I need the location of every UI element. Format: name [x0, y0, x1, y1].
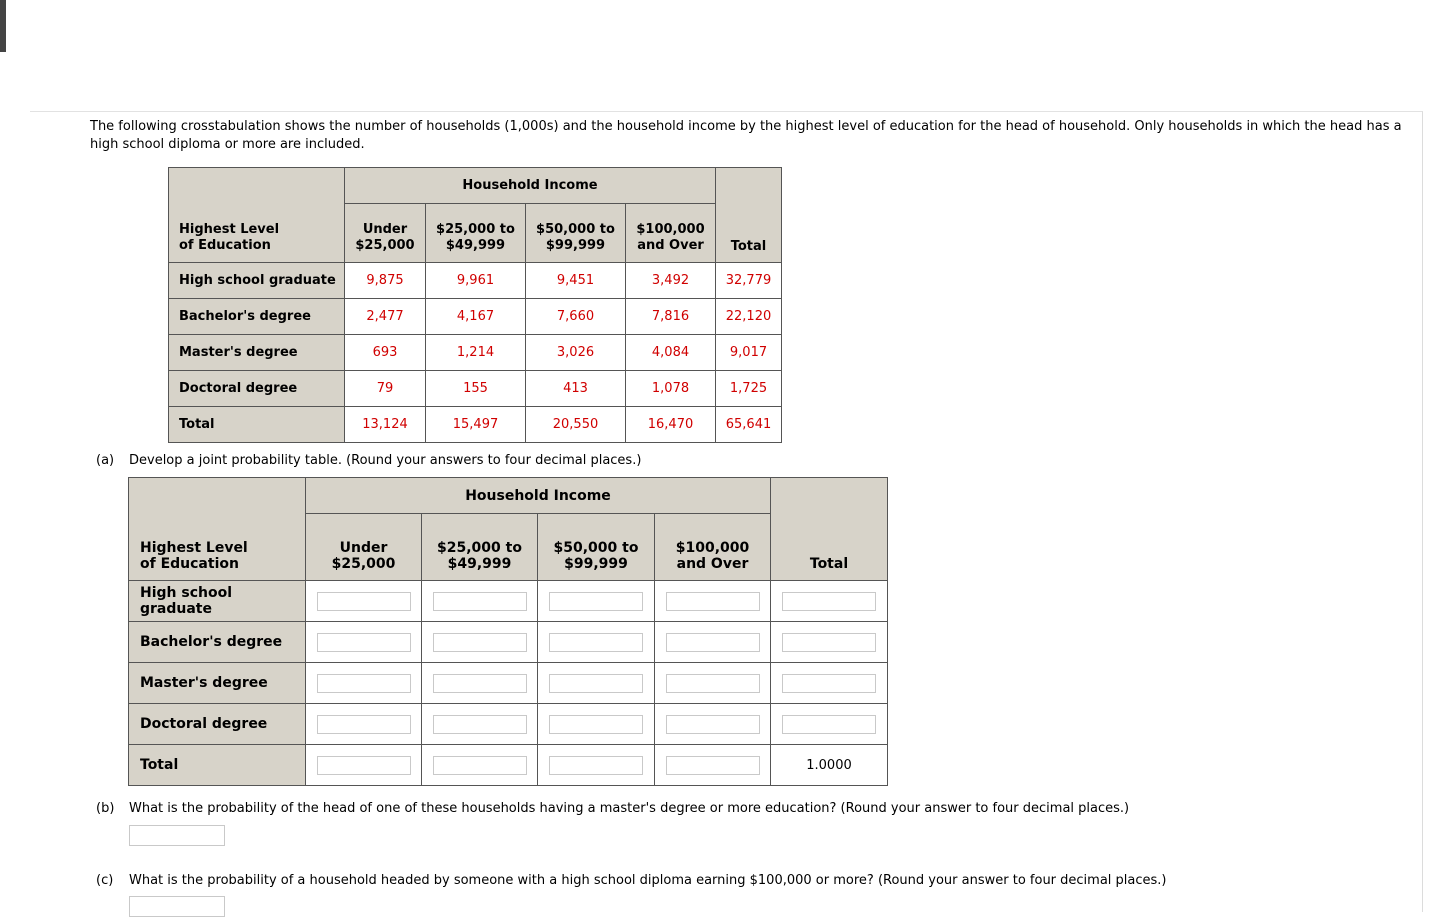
- grand-total-value: [771, 745, 888, 786]
- count-cell: 79: [345, 371, 426, 407]
- count-cell: 1,214: [426, 335, 526, 371]
- answer-cell: [306, 704, 422, 745]
- group-header: Household Income: [345, 168, 716, 204]
- part-a-text: Develop a joint probability table. (Round your answers to four decimal places.): [129, 453, 642, 468]
- column-header-line1: $25,000 to: [437, 540, 522, 556]
- row-header-line1: Highest Level: [140, 540, 248, 556]
- part-c-text: What is the probability of a household headed by someone with a high school diploma earning $100,000 or more? (Round your answer to four decimal places.): [129, 873, 1167, 888]
- answer-cell: [422, 581, 538, 622]
- count-cell: 65,641: [716, 407, 782, 443]
- count-cell: 9,451: [526, 263, 626, 299]
- count-cell: 16,470: [626, 407, 716, 443]
- probability-input[interactable]: [549, 715, 643, 734]
- column-header-line2: $99,999: [545, 238, 606, 253]
- table-row: [169, 335, 782, 371]
- probability-input[interactable]: [782, 633, 876, 652]
- count-cell: 4,084: [626, 335, 716, 371]
- row-label: Doctoral degree: [129, 704, 306, 745]
- part-b-text: What is the probability of the head of one of these households having a master's degree or more education? (Round your answer to four decimal places.): [129, 801, 1130, 816]
- column-header-line2: $99,999: [564, 556, 628, 572]
- row-label: Master's degree: [169, 335, 345, 371]
- column-header-line1: $50,000 to: [553, 540, 639, 556]
- column-header-line1: $50,000 to: [536, 222, 615, 237]
- probability-input[interactable]: [666, 756, 760, 775]
- column-header-line1: Under: [339, 540, 388, 556]
- column-header: [426, 204, 526, 263]
- column-header: [422, 514, 538, 581]
- answer-cell: [538, 663, 655, 704]
- probability-input[interactable]: [317, 756, 411, 775]
- probability-input[interactable]: [666, 633, 760, 652]
- answer-cell: [655, 622, 771, 663]
- column-header: [345, 204, 426, 263]
- column-header: [306, 514, 422, 581]
- count-cell: 9,017: [716, 335, 782, 371]
- table-row: [129, 622, 888, 663]
- answer-cell: [655, 663, 771, 704]
- window-edge-marker: [0, 0, 6, 52]
- answer-cell: [306, 745, 422, 786]
- count-cell: 7,660: [526, 299, 626, 335]
- answer-cell: [306, 663, 422, 704]
- group-header: Household Income: [306, 478, 771, 514]
- table-row: [129, 745, 888, 786]
- answer-cell: [771, 622, 888, 663]
- row-label: High school graduate: [169, 263, 345, 299]
- probability-input[interactable]: [549, 592, 643, 611]
- table-row: [169, 263, 782, 299]
- column-header: [626, 204, 716, 263]
- column-header-line2: $49,999: [445, 238, 506, 253]
- column-header-line2: and Over: [676, 556, 749, 572]
- count-cell: 20,550: [526, 407, 626, 443]
- answer-cell: [306, 581, 422, 622]
- row-label: High school graduate: [129, 581, 306, 622]
- count-cell: 155: [426, 371, 526, 407]
- answer-cell: [422, 622, 538, 663]
- probability-input[interactable]: [549, 633, 643, 652]
- answer-cell: [422, 745, 538, 786]
- column-header-line1: $100,000: [675, 540, 750, 556]
- probability-input[interactable]: [433, 633, 527, 652]
- count-cell: 32,779: [716, 263, 782, 299]
- count-cell: 1,725: [716, 371, 782, 407]
- row-header-line2: of Education: [179, 238, 271, 253]
- column-header: [655, 514, 771, 581]
- count-cell: 4,167: [426, 299, 526, 335]
- table-row: [129, 663, 888, 704]
- part-a-prompt: [96, 452, 641, 470]
- probability-input[interactable]: [317, 674, 411, 693]
- answer-cell: [655, 581, 771, 622]
- row-label: Master's degree: [129, 663, 306, 704]
- part-c-label: (c): [96, 873, 114, 888]
- row-header-line2: of Education: [140, 556, 239, 572]
- answer-cell: [538, 622, 655, 663]
- probability-input[interactable]: [666, 715, 760, 734]
- table-row: [169, 407, 782, 443]
- table-row: [169, 299, 782, 335]
- part-b-answer-input[interactable]: [129, 825, 225, 846]
- part-c-prompt: [96, 872, 1167, 890]
- column-header-line1: Under: [362, 222, 408, 237]
- answer-cell: [538, 704, 655, 745]
- probability-input[interactable]: [433, 592, 527, 611]
- table-row: [129, 581, 888, 622]
- probability-input[interactable]: [433, 674, 527, 693]
- probability-input[interactable]: [782, 592, 876, 611]
- column-header-line2: and Over: [637, 238, 704, 253]
- crosstab-table: [168, 167, 782, 443]
- column-header: [538, 514, 655, 581]
- count-cell: 1,078: [626, 371, 716, 407]
- probability-input[interactable]: [317, 715, 411, 734]
- probability-input[interactable]: [433, 756, 527, 775]
- grand-total-text: 1.0000: [806, 757, 852, 773]
- probability-input[interactable]: [666, 592, 760, 611]
- part-b-label: (b): [96, 801, 115, 816]
- answer-cell: [655, 745, 771, 786]
- row-header: [129, 478, 306, 581]
- total-header: Total: [716, 168, 782, 263]
- count-cell: 13,124: [345, 407, 426, 443]
- probability-input[interactable]: [666, 674, 760, 693]
- total-header: Total: [771, 478, 888, 581]
- count-cell: 413: [526, 371, 626, 407]
- answer-cell: [771, 663, 888, 704]
- count-cell: 9,875: [345, 263, 426, 299]
- answer-cell: [422, 704, 538, 745]
- count-cell: 3,026: [526, 335, 626, 371]
- answer-cell: [538, 745, 655, 786]
- answer-cell: [655, 704, 771, 745]
- row-label: Doctoral degree: [169, 371, 345, 407]
- count-cell: 7,816: [626, 299, 716, 335]
- row-header-line1: Highest Level: [179, 222, 280, 237]
- part-a-label: (a): [96, 453, 115, 468]
- probability-input[interactable]: [782, 715, 876, 734]
- column-header-line2: $25,000: [355, 238, 415, 253]
- table-row: [169, 371, 782, 407]
- probability-input[interactable]: [549, 756, 643, 775]
- probability-input[interactable]: [317, 633, 411, 652]
- column-header: [526, 204, 626, 263]
- count-cell: 3,492: [626, 263, 716, 299]
- probability-input[interactable]: [317, 592, 411, 611]
- probability-input[interactable]: [782, 674, 876, 693]
- row-header: [169, 168, 345, 263]
- probability-input[interactable]: [433, 715, 527, 734]
- count-cell: 9,961: [426, 263, 526, 299]
- probability-input[interactable]: [549, 674, 643, 693]
- joint-probability-table: [128, 477, 888, 786]
- count-cell: 22,120: [716, 299, 782, 335]
- part-c-answer-input[interactable]: [129, 896, 225, 917]
- part-b-prompt: [96, 800, 1129, 818]
- table-row: [129, 704, 888, 745]
- count-cell: 15,497: [426, 407, 526, 443]
- count-cell: 693: [345, 335, 426, 371]
- row-label: Total: [169, 407, 345, 443]
- column-header-line2: $25,000: [331, 556, 396, 572]
- row-label: Bachelor's degree: [129, 622, 306, 663]
- answer-cell: [771, 581, 888, 622]
- answer-cell: [538, 581, 655, 622]
- row-label: Total: [129, 745, 306, 786]
- answer-cell: [306, 622, 422, 663]
- intro-text: The following crosstabulation shows the number of households (1,000s) and the household income by the highest level of education for the head of household. Only households in which the head has a high school diploma or more are included.: [90, 119, 1402, 152]
- row-label: Bachelor's degree: [169, 299, 345, 335]
- column-header-line1: $25,000 to: [436, 222, 515, 237]
- answer-cell: [422, 663, 538, 704]
- count-cell: 2,477: [345, 299, 426, 335]
- column-header-line2: $49,999: [447, 556, 512, 572]
- answer-cell: [771, 704, 888, 745]
- column-header-line1: $100,000: [636, 222, 705, 237]
